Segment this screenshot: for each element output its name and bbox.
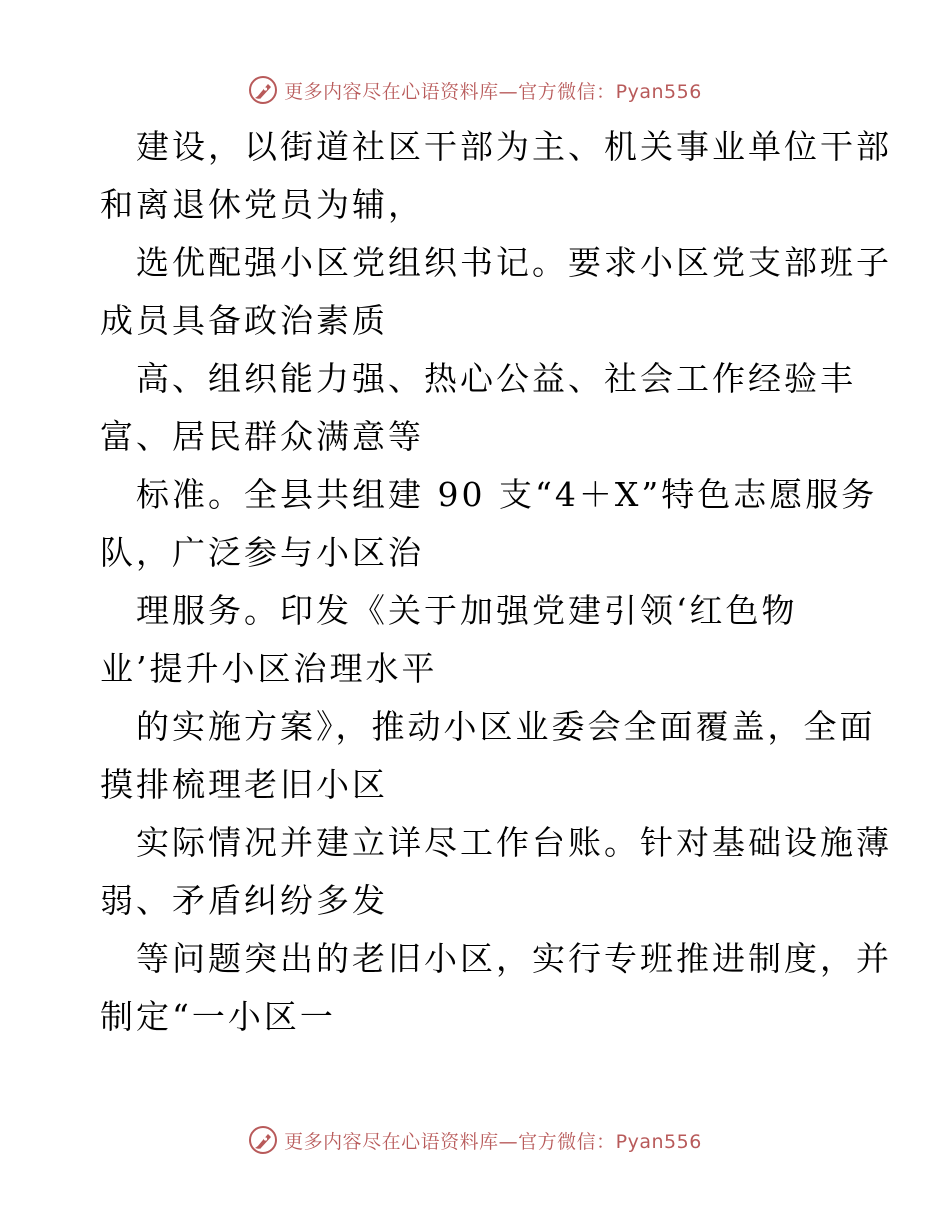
text-line: 和离退休党员为辅， <box>100 185 424 224</box>
text-line: 制定“一小区一 <box>100 997 336 1036</box>
text-line: 成员具备政治素质 <box>100 301 388 340</box>
text-line: 富、居民群众满意等 <box>100 417 424 456</box>
text-line: 实际情况并建立详尽工作台账。针对基础设施薄 <box>136 823 892 862</box>
header-banner-text: 更多内容尽在心语资料库—官方微信：Pyan556 <box>284 80 702 103</box>
text-line: 队，广泛参与小区治 <box>100 533 424 572</box>
text-line: 弱、矛盾纠纷多发 <box>100 881 388 920</box>
text-line: 标准。全县共组建 90 支“4＋X”特色志愿服务 <box>136 475 878 514</box>
document-body <box>100 118 892 1046</box>
text-line: 高、组织能力强、热心公益、社会工作经验丰 <box>136 359 856 398</box>
text-line: 理服务。印发《关于加强党建引领‘红色物 <box>136 591 798 630</box>
text-line: 建设，以街道社区干部为主、机关事业单位干部 <box>136 127 892 166</box>
text-line: 等问题突出的老旧小区，实行专班推进制度，并 <box>136 939 892 978</box>
footer-banner-text: 更多内容尽在心语资料库—官方微信：Pyan556 <box>284 1130 702 1153</box>
pen-nib-logo-icon <box>248 1125 278 1155</box>
text-line: 摸排梳理老旧小区 <box>100 765 388 804</box>
pen-nib-logo-icon <box>248 75 278 105</box>
header-banner <box>0 72 950 108</box>
footer-banner <box>0 1122 950 1158</box>
text-line: 的实施方案》，推动小区业委会全面覆盖，全面 <box>136 707 876 746</box>
text-line: 选优配强小区党组织书记。要求小区党支部班子 <box>136 243 892 282</box>
text-line: 业’提升小区治理水平 <box>100 649 438 688</box>
